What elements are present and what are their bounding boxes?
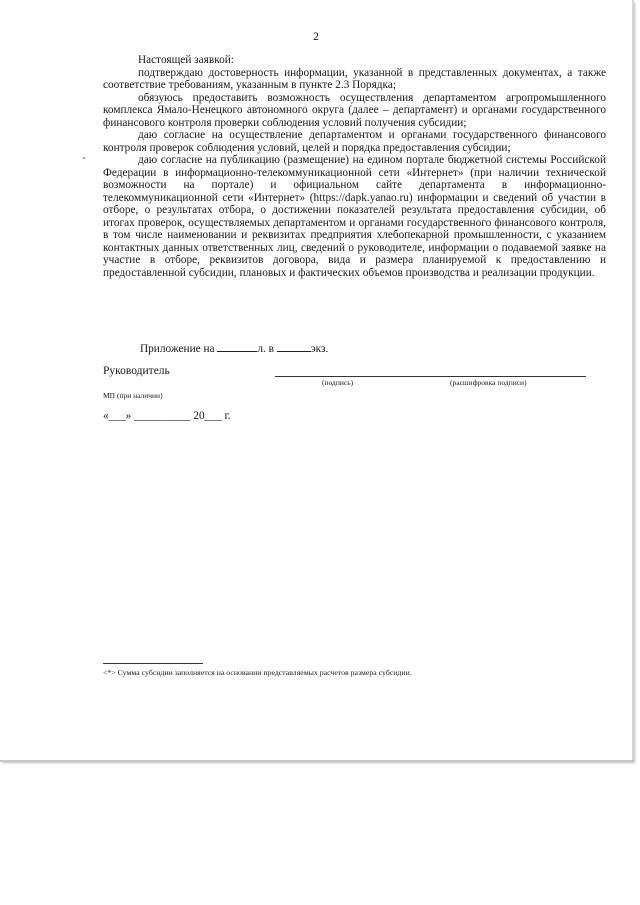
stamp-label: МП (при наличии) (103, 391, 163, 400)
copies-blank (277, 342, 311, 352)
paragraph-confirm: подтверждаю достоверность информации, указанной в представленных документах, а также соответствие требованиям, указанным в пункте 2.3 Порядка; (103, 66, 606, 91)
paragraph-obligation: обязуюсь предоставить возможность осуществления департаментом агропромышленного комплекса Ямало-Ненецкого автономного округа (далее – департамент) и органами государственного финансового контроля проверки соблюдения условий получения субсидии; (103, 91, 606, 129)
paragraph-consent-publication: даю согласие на публикацию (размещение) на едином портале бюджетной системы Российской Федерации в информационно-телекоммуникационной сети «Интернет» (при наличии технической возможности на портале) и официальном сайте департамента в информационно-телекоммуникационной сети «Интернет» (https://dapk.yanao.ru) информации и сведений об участии в отборе, о результатах отбора, о достижении показателей результата предоставления субсидии, об итогах проверок, осуществляемых департаментом и органами государственного финансового контроля, в том числе наименовании и реквизитах предприятия хлебопекарной промышленности, с указанием контактных данных ответственных лиц, сведений о руководителе, информации о подаваемой заявке на участие в отборе, реквизитов договора, вида и размера планируемой к предоставлению и предоставленной субсидии, плановых и фактических объемов производства и реализации продукции. (103, 154, 606, 279)
footnote: <*> Сумма субсидии заполняется на основании представляемых расчетов размера субсидии. (103, 668, 412, 677)
head-label: Руководитель (103, 365, 170, 377)
attachment-prefix: Приложение на (140, 343, 215, 355)
signature-decode-caption: (расшифровка подписи) (450, 378, 527, 387)
attachment-suffix: экз. (310, 343, 329, 355)
sheets-blank (217, 342, 257, 352)
attachment-line (140, 342, 328, 355)
signature-caption: (подпись) (322, 378, 354, 387)
paragraph-consent-checks: даю согласие на осуществление департаментом и органами государственного финансового контроля проверок соблюдения условий, целей и порядка предоставления субсидии; (103, 129, 606, 154)
paragraph-intro: Настоящей заявкой: (138, 54, 234, 66)
signature-line (275, 376, 586, 377)
footnote-separator (103, 663, 203, 664)
scan-speck (83, 157, 85, 159)
page-number: 2 (313, 31, 319, 43)
application-body (103, 54, 606, 279)
attachment-mid: л. в (257, 343, 274, 355)
date-line: «___» __________ 20___ г. (103, 410, 231, 422)
